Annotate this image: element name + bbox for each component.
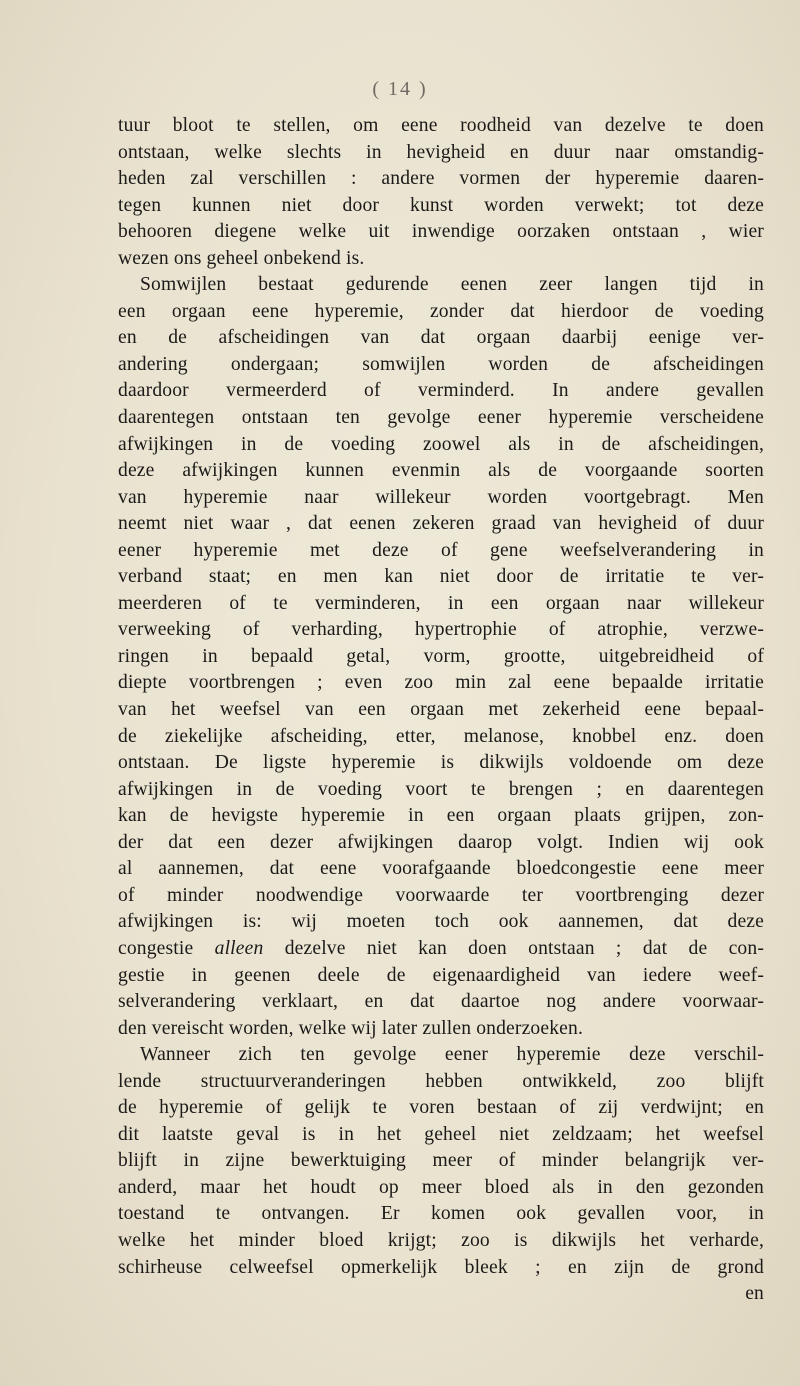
text-line: blijft in zijne bewerktuiging meer of minder belangrijk ver- xyxy=(118,1150,764,1172)
text-line: ringen in bepaald getal, vorm, grootte, uitgebreidheid of xyxy=(118,645,764,667)
text-line: behooren diegene welke uit inwendige oorzaken ontstaan , wier xyxy=(118,221,764,243)
body-text xyxy=(118,113,764,1308)
text-line: selverandering verklaart, en dat daartoe nog andere voorwaar- xyxy=(118,991,764,1013)
text-line: kan de hevigste hyperemie in een orgaan plaats grijpen, zon- xyxy=(118,805,764,827)
text-line: heden zal verschillen : andere vormen der hyperemie daaren- xyxy=(118,168,764,190)
text-line: diepte voortbrengen ; even zoo min zal eene bepaalde irritatie xyxy=(118,672,764,694)
text-line: toestand te ontvangen. Er komen ook gevallen voor, in xyxy=(118,1203,764,1225)
text-line: ontstaan, welke slechts in hevigheid en duur naar omstandig- xyxy=(118,141,764,163)
text-line: neemt niet waar , dat eenen zekeren graad van hevigheid of duur xyxy=(118,513,764,535)
page-number: ( 14 ) xyxy=(372,78,428,100)
text-line: tegen kunnen niet door kunst worden verwekt; tot deze xyxy=(118,194,764,216)
text-line: een orgaan eene hyperemie, zonder dat hierdoor de voeding xyxy=(118,300,764,322)
text-line: afwijkingen in de voeding voort te brengen ; en daarentegen xyxy=(118,778,764,800)
text-line: en de afscheidingen van dat orgaan daarbij eenige ver- xyxy=(118,327,764,349)
text-line: schirheuse celweefsel opmerkelijk bleek ; en zijn de grond xyxy=(118,1256,764,1278)
text-line: deze afwijkingen kunnen evenmin als de voorgaande soorten xyxy=(118,460,764,482)
text-line: Somwijlen bestaat gedurende eenen zeer langen tijd in xyxy=(140,274,764,296)
text-line: dit laatste geval is in het geheel niet zeldzaam; het weefsel xyxy=(118,1123,764,1145)
text-line: meerderen of te verminderen, in een orgaan naar willekeur xyxy=(118,592,764,614)
text-line: van hyperemie naar willekeur worden voortgebragt. Men xyxy=(118,486,764,508)
text-line: gestie in geenen deele de eigenaardigheid van iedere weef- xyxy=(118,964,764,986)
text-line: andering ondergaan; somwijlen worden de afscheidingen xyxy=(118,353,764,375)
text-line: den vereischt worden, welke wij later zullen onderzoeken. xyxy=(118,1017,584,1039)
text-line: de ziekelijke afscheiding, etter, melanose, knobbel enz. doen xyxy=(118,725,764,747)
text-line: lende structuurveranderingen hebben ontwikkeld, zoo blijft xyxy=(118,1070,764,1092)
text-line: afwijkingen in de voeding zoowel als in de afscheidingen, xyxy=(118,433,764,455)
text-line: daardoor vermeerderd of verminderd. In andere gevallen xyxy=(118,380,764,402)
text-line: verband staat; en men kan niet door de irritatie te ver- xyxy=(118,566,764,588)
text-line: wezen ons geheel onbekend is. xyxy=(118,247,365,269)
text-line: ontstaan. De ligste hyperemie is dikwijls voldoende om deze xyxy=(118,752,764,774)
italic-emphasis: alleen xyxy=(214,937,264,959)
text-line: welke het minder bloed krijgt; zoo is dikwijls het verharde, xyxy=(118,1229,764,1251)
text-line: verweeking of verharding, hypertrophie of atrophie, verzwe- xyxy=(118,619,764,641)
text-line: al aannemen, dat eene voorafgaande bloedcongestie eene meer xyxy=(118,858,764,880)
text-line: de hyperemie of gelijk te voren bestaan of zij verdwijnt; en xyxy=(118,1097,764,1119)
text-line: van het weefsel van een orgaan met zekerheid eene bepaal- xyxy=(118,699,764,721)
catchword: en xyxy=(745,1283,764,1305)
text-line: tuur bloot te stellen, om eene roodheid van dezelve te doen xyxy=(118,115,764,136)
text-line: of minder noodwendige voorwaarde ter voortbrenging dezer xyxy=(118,884,764,906)
text-line: eener hyperemie met deze of gene weefselverandering in xyxy=(118,539,764,561)
text-line: Wanneer zich ten gevolge eener hyperemie deze verschil- xyxy=(140,1044,764,1066)
text-line: anderd, maar het houdt op meer bloed als in den gezonden xyxy=(118,1176,764,1198)
text-line: der dat een dezer afwijkingen daarop volgt. Indien wij ook xyxy=(118,831,764,853)
text-line: afwijkingen is: wij moeten toch ook aannemen, dat deze xyxy=(118,911,764,933)
text-line: congestie alleen dezelve niet kan doen ontstaan ; dat de con- xyxy=(118,937,764,959)
text-line: daarentegen ontstaan ten gevolge eener hyperemie verscheidene xyxy=(118,407,764,429)
